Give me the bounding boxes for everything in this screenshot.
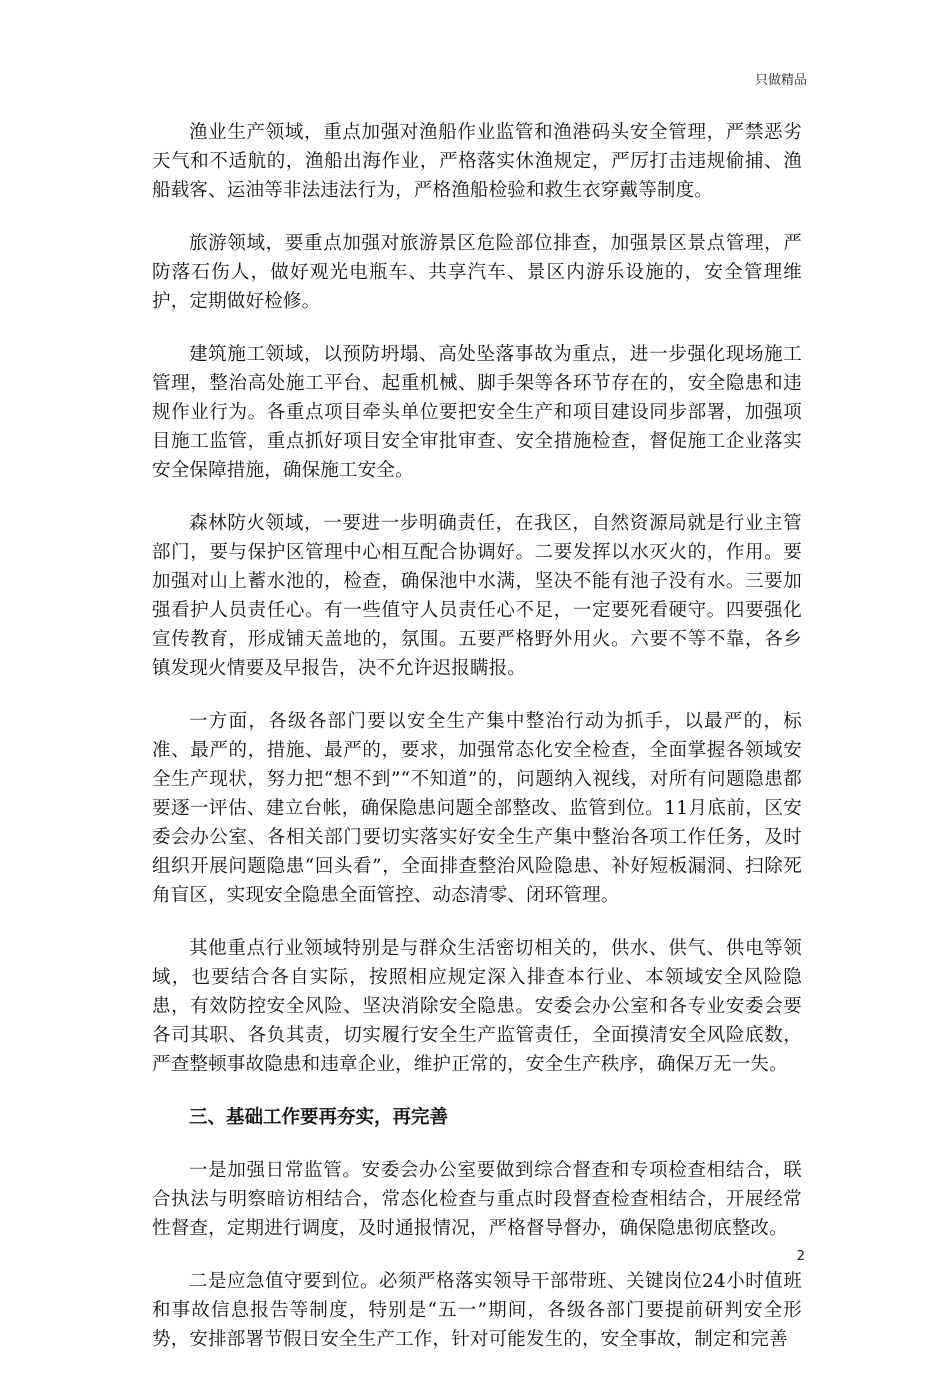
paragraph-emergency-duty: 二是应急值守要到位。必须严格落实领导干部带班、关键岗位24小时值班和事故信息报告等制度，特别是“五一”期间，各级各部门要提前研判安全形势，安排部署节假日安全生产工作，针对可能发生的，安全事故，制定和完善 [152, 1271, 802, 1350]
section-heading: 三、基础工作要再夯实，再完善 [189, 1107, 449, 1128]
paragraph-construction: 建筑施工领域，以预防坍塌、高处坠落事故为重点，进一步强化现场施工管理，整治高处施工平台、起重机械、脚手架等各环节存在的，安全隐患和违规作业行为。各重点项目牵头单位要把安全生产和项目建设同步部署，加强项目施工监管，重点抓好项目安全审批审查、安全措施检查，督促施工企业落实安全保障措施，确保施工安全。 [152, 344, 802, 481]
paragraph-tourism: 旅游领域，要重点加强对旅游景区危险部位排查，加强景区景点管理，严防落石伤人，做好观光电瓶车、共享汽车、景区内游乐设施的，安全管理维护，定期做好检修。 [152, 233, 802, 312]
paragraph-fishery: 渔业生产领域，重点加强对渔船作业监管和渔港码头安全管理，严禁恶劣天气和不适航的，渔船出海作业，严格落实休渔规定，严厉打击违规偷捕、渔船载客、运油等非法违法行为，严格渔船检验和救生衣穿戴等制度。 [152, 122, 802, 201]
header-note: 只做精品 [754, 73, 807, 88]
paragraph-other-industries: 其他重点行业领域特别是与群众生活密切相关的，供水、供气、供电等领域，也要结合各自实际，按照相应规定深入排查本行业、本领域安全风险隐患，有效防控安全风险、坚决消除安全隐患。安委会办公室和各专业安委会要各司其职、各负其责，切实履行安全生产监管责任，全面摸清安全风险底数，严查整顿事故隐患和违章企业，维护正常的，安全生产秩序，确保万无一失。 [152, 938, 802, 1075]
paragraph-daily-supervision: 一是加强日常监管。安委会办公室要做到综合督查和专项检查相结合，联合执法与明察暗访相结合，常态化检查与重点时段督查检查相结合，开展经常性督查，定期进行调度，及时通报情况，严格督导督办，确保隐患彻底整改。 [152, 1160, 802, 1239]
document-body [152, 118, 802, 1378]
paragraph-forest-fire: 森林防火领域，一要进一步明确责任，在我区，自然资源局就是行业主管部门，要与保护区管理中心相互配合协调好。二要发挥以水灭火的，作用。要加强对山上蓄水池的，检查，确保池中水满，坚决不能有池子没有水。三要加强看护人员责任心。有一些值守人员责任心不足，一定要死看硬守。四要强化宣传教育，形成铺天盖地的，氛围。五要严格野外用火。六要不等不靠，各乡镇发现火情要及早报告，决不允许迟报瞒报。 [152, 513, 802, 679]
paragraph-inspection: 一方面，各级各部门要以安全生产集中整治行动为抓手，以最严的，标准、最严的，措施、最严的，要求，加强常态化安全检查，全面掌握各领域安全生产现状，努力把“想不到”“不知道”的，问题纳入视线，对所有问题隐患都要逐一评估、建立台帐，确保隐患问题全部整改、监管到位。11月底前，区安委会办公室、各相关部门要切实落实好安全生产集中整治各项工作任务，及时组织开展问题隐患“回头看”，全面排查整治风险隐患、补好短板漏洞、扫除死角盲区，实现安全隐患全面管控、动态清零、闭环管理。 [152, 711, 802, 906]
page-number: 2 [796, 1249, 805, 1264]
